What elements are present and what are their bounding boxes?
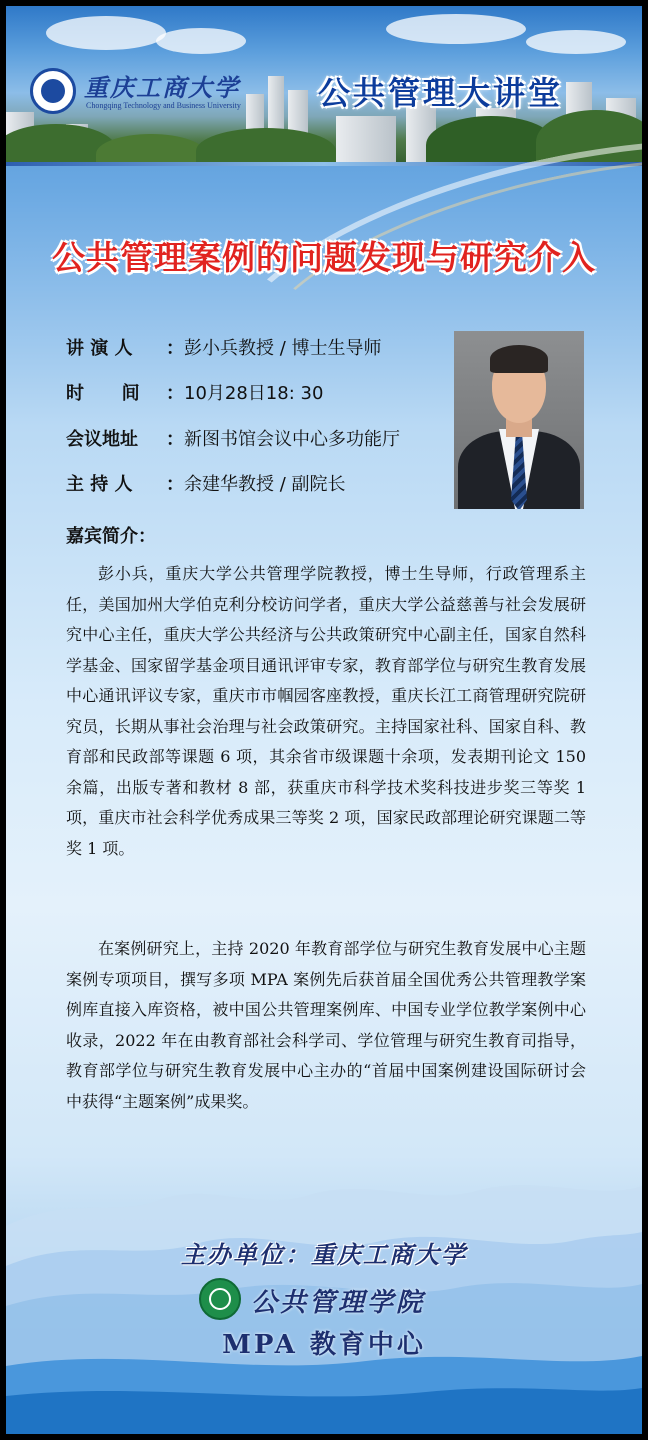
speaker-photo — [454, 331, 584, 509]
series-title: 公共管理大讲堂 — [318, 74, 564, 112]
info-venue — [66, 425, 400, 451]
bio-paragraph-2: 在案例研究上，主持 2020 年教育部学位与研究生教育发展中心主题案例专项项目，撰写多项 MPA 案例先后获首届全国优秀公共管理教学案例库直接入库资格，被中国公共管理案例库、中国专业学位教学案例中心收录，2022 年在由教育部社会科学司、学位管理与研究生教育司指导，教育部学位与研究生教育发展中心主办的“首届中国案例建设国际研讨会中获得“主题案例”成果奖。 — [66, 939, 586, 1111]
host-colon: ： — [166, 474, 184, 495]
organizer-line: 主办单位：重庆工商大学 — [181, 1240, 467, 1269]
venue-value: 新图书馆会议中心多功能厅 — [184, 429, 400, 450]
school-seal-icon — [199, 1278, 241, 1320]
speaker-colon: ： — [166, 338, 184, 359]
bio-heading: 嘉宾简介： — [66, 526, 156, 547]
header-banner — [6, 6, 642, 164]
info-time — [66, 379, 323, 405]
info-speaker — [66, 334, 382, 360]
university-name-en: Chongqing Technology and Business University — [86, 101, 241, 110]
host-label: 主 持 人 — [66, 474, 133, 495]
lecture-title: 公共管理案例的问题发现与研究介入 — [52, 238, 596, 277]
speaker-label: 讲 演 人 — [66, 338, 133, 359]
university-logo — [30, 68, 76, 114]
time-value: 10月28日18: 30 — [184, 383, 324, 404]
university-name: 重庆工商大学 — [84, 73, 240, 102]
mpa-center: MPA 教育中心 — [222, 1330, 426, 1360]
host-value: 余建华教授 / 副院长 — [184, 474, 346, 495]
poster — [6, 6, 642, 1434]
venue-label: 会议地址 — [66, 429, 138, 450]
venue-colon: ： — [166, 429, 184, 450]
time-label: 时 间 — [66, 383, 140, 404]
speaker-value: 彭小兵教授 / 博士生导师 — [184, 338, 382, 359]
time-colon: ： — [166, 383, 184, 404]
info-host — [66, 470, 346, 496]
bio-paragraph-1: 彭小兵，重庆大学公共管理学院教授，博士生导师，行政管理系主任，美国加州大学伯克利分校访问学者，重庆大学公益慈善与社会发展研究中心主任，重庆大学公共经济与公共政策研究中心副主任，国家自然科学基金、国家留学基金项目通讯评审专家，教育部学位与研究生教育发展中心通讯评议专家，重庆市市帼园客座教授，重庆长江工商管理研究院研究员，长期从事社会治理与社会政策研究。主持国家社科、国家自科、教育部和民政部等课题 6 项，其余省市级课题十余项，发表期刊论文 150 余篇，出版专著和教材 8 部，获重庆市科学技术奖科技进步奖三等奖 1 项，重庆市社会科学优秀成果三等奖 2 项，国家民政部理论研究课题二等奖 1 项。 — [66, 564, 586, 858]
school-name: 公共管理学院 — [251, 1288, 426, 1318]
